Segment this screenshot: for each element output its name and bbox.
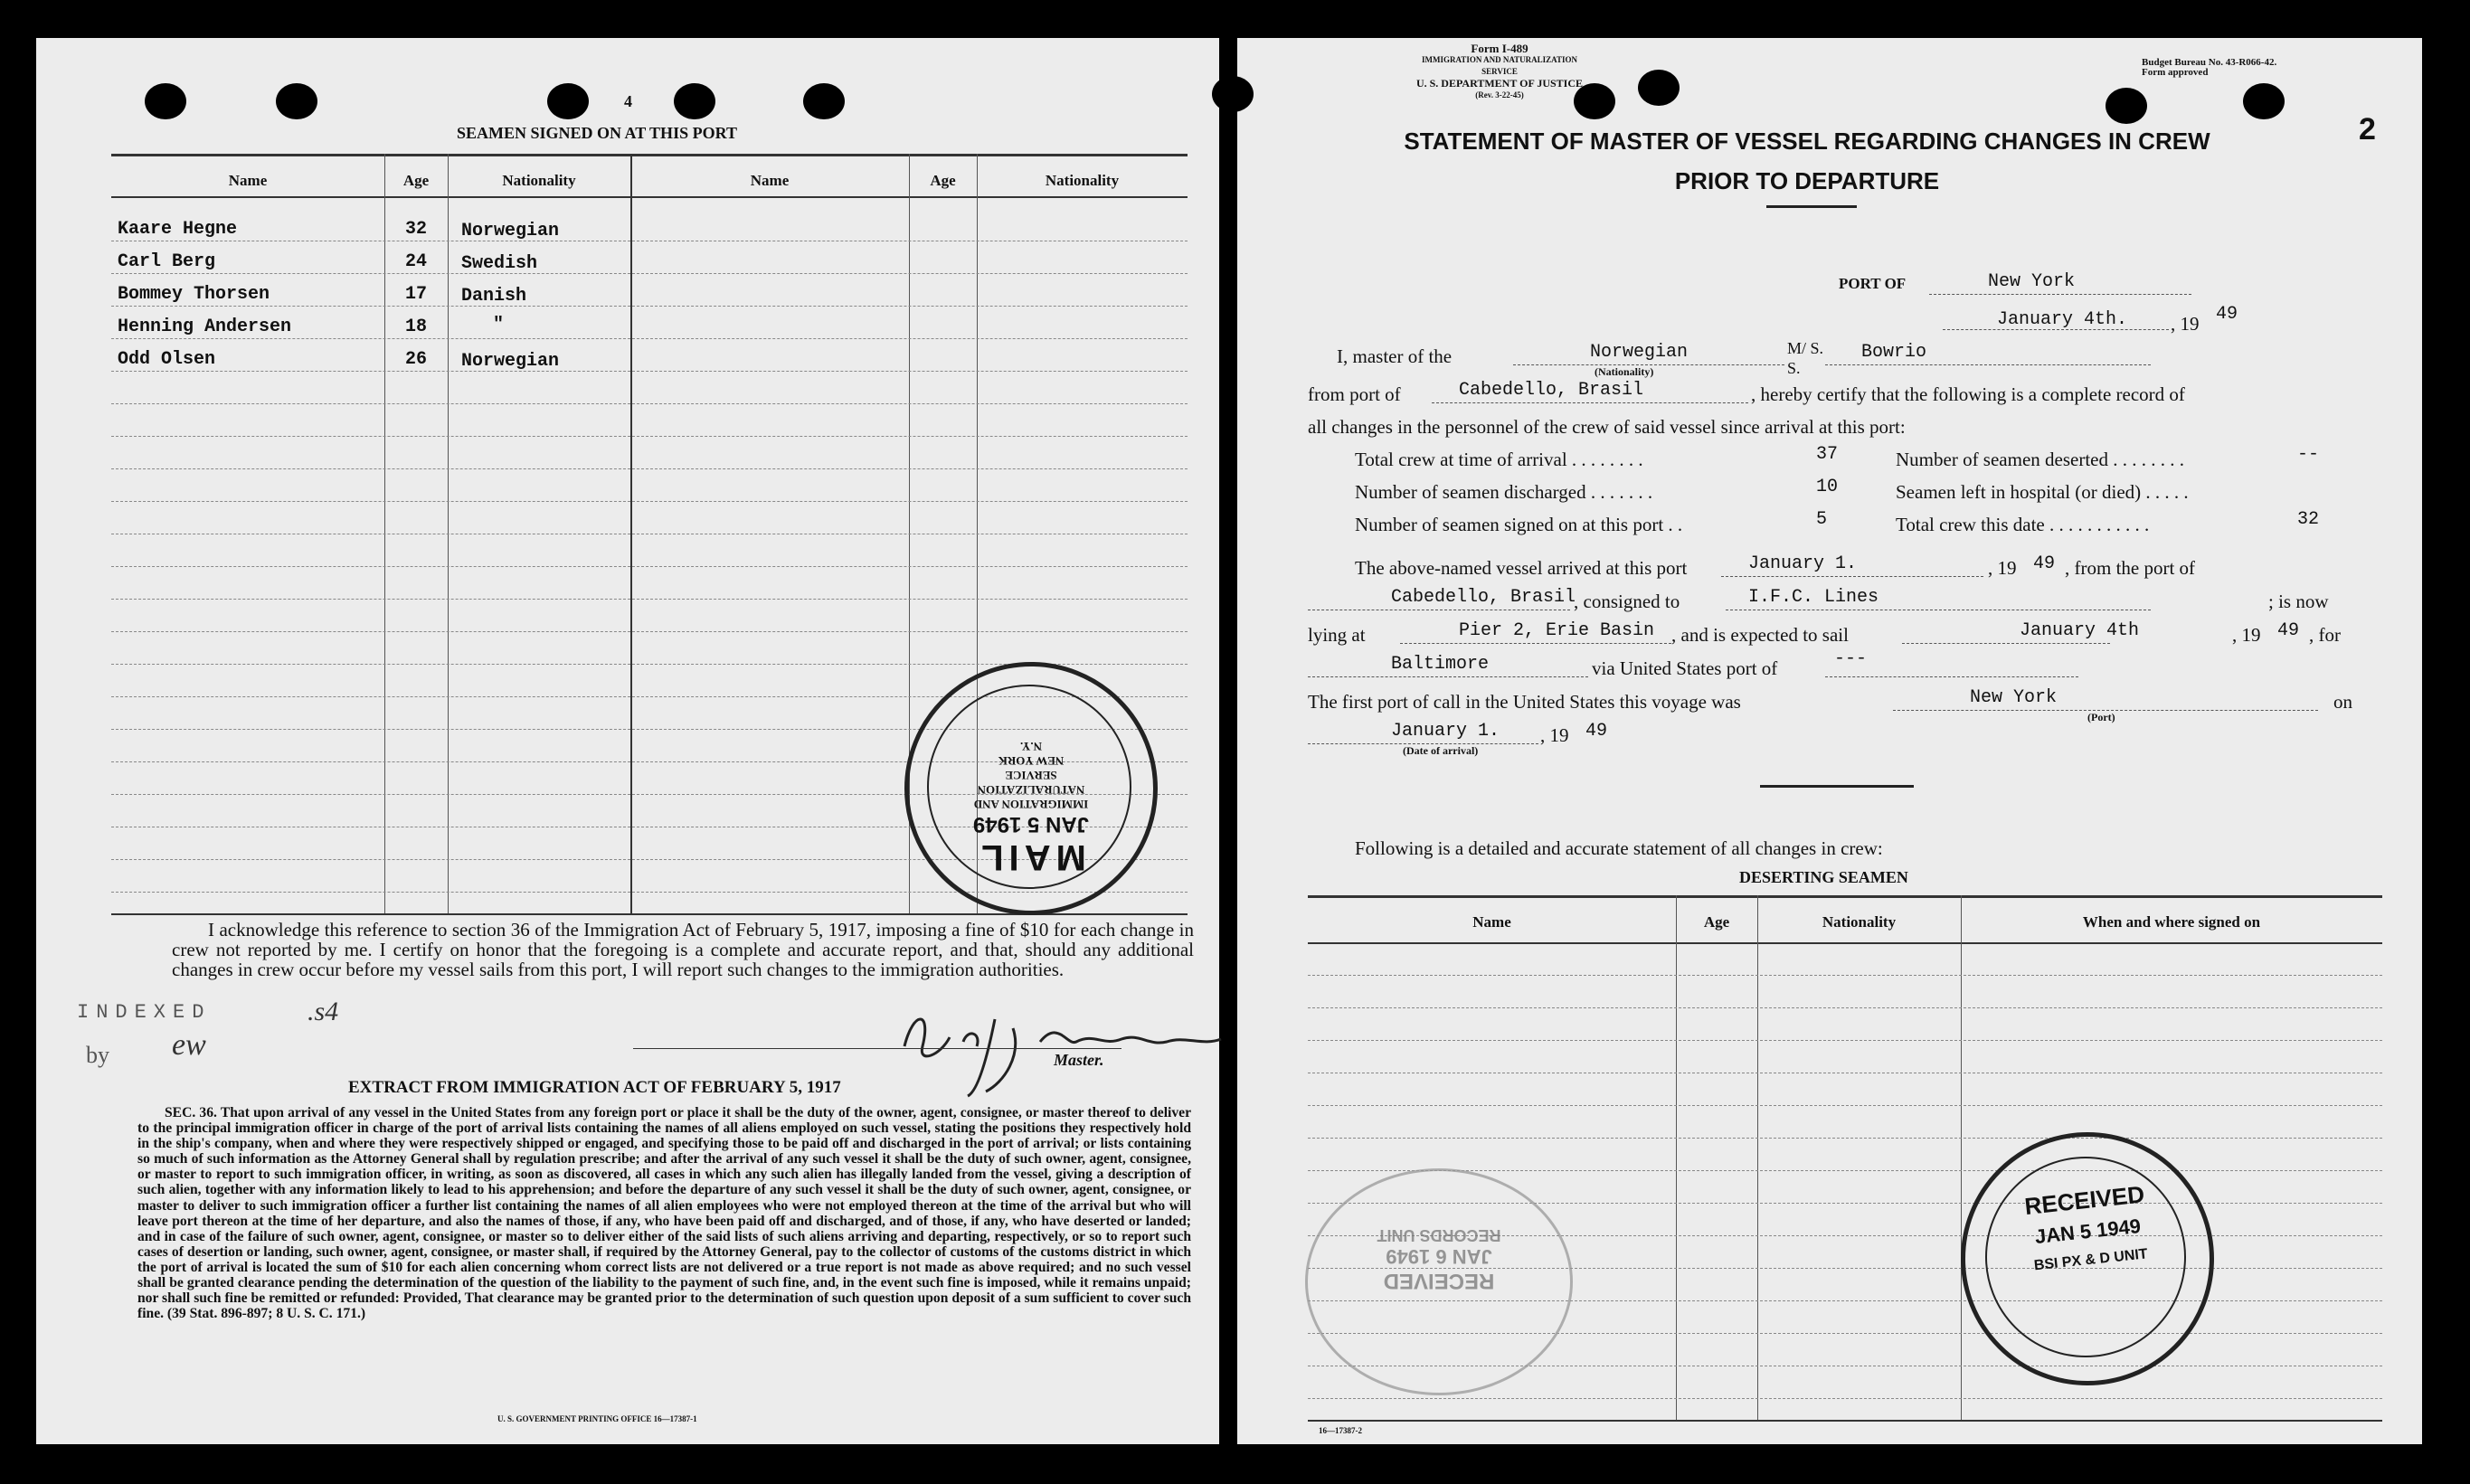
deserting-row-line [1308, 1007, 2382, 1008]
acknowledgement-text: I acknowledge this reference to section 36 of the Immigration Act of February 5, 1917, imposing a fine of $10 for each change in crew not reported by me. I certify on honor that the foregoing is a complete and accurate report, and that, should any additional changes in crew occur before my vessel sails from this port, I will report such changes to the immigration authorities. [172, 919, 1194, 980]
total-crew-arrival-value: 37 [1816, 444, 1839, 465]
mail-stamp-line: IMMIGRATION AND [973, 798, 1089, 811]
vessel-line [1825, 364, 2151, 365]
table-row-line [111, 599, 1188, 600]
col-header-age-2: Age [930, 172, 956, 189]
seaman-name: Bommey Thorsen [118, 284, 270, 305]
col-header-nationality-2: Nationality [1045, 172, 1120, 189]
deserting-col-age: Age [1703, 913, 1730, 931]
on-label: on [2333, 691, 2352, 713]
deserting-row-line [1308, 1398, 2382, 1399]
master-of-label: I, master of the [1337, 345, 1453, 367]
year-prefix: , 19 [2171, 313, 2200, 335]
table-header-rule [111, 196, 1188, 198]
deserting-col-nationality: Nationality [1822, 913, 1897, 931]
seaman-nationality: Norwegian [461, 221, 560, 241]
nationality-caption: (Nationality) [1595, 365, 1654, 378]
arrived-year-prefix: , 19 [1988, 557, 2017, 579]
records-stamp [1305, 1168, 1573, 1395]
records-stamp-unit: RECORDS UNIT [1377, 1226, 1501, 1244]
deserting-col-signed-on: When and where signed on [2082, 913, 2261, 931]
consigned-label: , consigned to [1574, 591, 1680, 612]
seaman-age: 32 [405, 219, 428, 240]
from-port-line [1432, 402, 1748, 403]
seaman-age: 24 [405, 251, 428, 272]
changes-text: all changes in the personnel of the crew of said vessel since arrival at this port: [1308, 416, 1906, 438]
seaman-name: Henning Andersen [118, 317, 292, 337]
destination-line [1308, 676, 1588, 677]
table-row-line [111, 338, 1188, 339]
punch-hole [803, 83, 845, 119]
gpo-line: U. S. GOVERNMENT PRINTING OFFICE 16—17387-1 [497, 1414, 697, 1423]
seaman-nationality: Danish [461, 286, 527, 307]
consigned-value: I.F.C. Lines [1748, 587, 1879, 608]
port-line [1929, 294, 2191, 295]
title-line2: PRIOR TO DEPARTURE [1674, 167, 1940, 194]
budget-line1: Budget Bureau No. 43-R066-42. [2142, 57, 2277, 68]
records-stamp-text [1335, 1225, 1543, 1293]
punch-hole [674, 83, 715, 119]
deserting-table-top [1308, 895, 2382, 898]
nationality-value: Norwegian [1590, 342, 1689, 363]
punch-hole [145, 83, 186, 119]
agency-line2: U. S. DEPARTMENT OF JUSTICE [1415, 77, 1584, 90]
is-now-label: ; is now [2268, 591, 2329, 612]
agency-line1: IMMIGRATION AND NATURALIZATION SERVICE [1421, 55, 1577, 76]
date-caption: (Date of arrival) [1403, 744, 1479, 757]
deserted-label: Number of seamen deserted . . . . . . . . [1896, 449, 2184, 470]
title-rule [1766, 205, 1857, 208]
mail-stamp [904, 662, 1158, 915]
page-number: 4 [624, 92, 632, 110]
port-label: PORT OF [1839, 275, 1907, 292]
table-row-line [111, 468, 1188, 469]
lying-at-label: lying at [1308, 624, 1366, 646]
from-port-value: Cabedello, Brasil [1459, 380, 1644, 401]
form-title [1382, 121, 2232, 201]
budget-line2: Form approved [2142, 67, 2209, 78]
deserting-title: DESERTING SEAMEN [1739, 868, 1908, 886]
section-title: SEAMEN SIGNED ON AT THIS PORT [457, 124, 737, 142]
by-initials: ew [172, 1028, 206, 1062]
via-value: --- [1834, 648, 1868, 669]
col-header-age: Age [402, 172, 430, 189]
mail-stamp-date: JAN 5 1949 [972, 812, 1090, 837]
seaman-age: 18 [405, 317, 428, 337]
punch-hole [1212, 76, 1254, 112]
master-signature [877, 992, 1239, 1101]
seaman-age: 26 [405, 349, 428, 370]
table-top-rule [111, 154, 1188, 156]
budget-block [2142, 58, 2276, 78]
seaman-name: Carl Berg [118, 251, 216, 272]
seaman-name: Kaare Hegne [118, 219, 238, 240]
first-port-value: New York [1970, 687, 2058, 708]
signed-on-label: Number of seamen signed on at this port . . [1355, 514, 1683, 535]
mail-stamp-text [927, 739, 1135, 877]
received-stamp-date: JAN 5 1949 [2033, 1214, 2143, 1249]
footer-code: 16—17387-2 [1319, 1426, 1362, 1435]
certify-text: , hereby certify that the following is a complete record of [1751, 383, 2185, 405]
seaman-nationality: Norwegian [461, 351, 560, 372]
sail-year-prefix: , 19 [2232, 624, 2261, 646]
sail-year: 49 [2277, 620, 2300, 641]
via-line [1825, 676, 2078, 677]
table-row-line [111, 436, 1188, 437]
table-row-line [111, 631, 1188, 632]
destination-value: Baltimore [1391, 654, 1490, 675]
deserting-row-line [1308, 975, 2382, 976]
table-row-line [111, 371, 1188, 372]
first-date-value: January 1. [1391, 721, 1500, 742]
seaman-age: 17 [405, 284, 428, 305]
deserting-row-line [1308, 1105, 2382, 1106]
total-crew-arrival-label: Total crew at time of arrival . . . . . . . . [1355, 449, 1643, 470]
right-page [1237, 38, 2422, 1444]
signature-line [633, 1048, 1121, 1049]
via-label: via United States port of [1592, 657, 1778, 679]
following-text: Following is a detailed and accurate statement of all changes in crew: [1355, 837, 1883, 859]
first-year-prefix: , 19 [1540, 724, 1569, 746]
date-line [1943, 329, 2169, 330]
first-year: 49 [1585, 721, 1608, 742]
form-number: Form I-489 [1471, 42, 1528, 55]
left-page [36, 38, 1219, 1444]
table-row-line [111, 566, 1188, 567]
punch-hole [547, 83, 589, 119]
for-label: , for [2309, 624, 2341, 646]
arrived-line [1721, 576, 1983, 577]
master-label: Master. [1054, 1051, 1104, 1069]
lying-at-value: Pier 2, Erie Basin [1459, 620, 1655, 641]
discharged-value: 10 [1816, 477, 1839, 497]
mail-stamp-mail: MAIL [976, 837, 1086, 877]
vessel-prefix: M/ S. S. [1787, 339, 1824, 377]
records-stamp-received: RECEIVED [1383, 1269, 1495, 1293]
discharged-label: Number of seamen discharged . . . . . . . [1355, 481, 1653, 503]
table-row-line [111, 273, 1188, 274]
deserting-col-divider [1676, 895, 1677, 1420]
from-the-port-label: , from the port of [2065, 557, 2196, 579]
records-stamp-date: JAN 6 1949 [1386, 1245, 1492, 1268]
mail-stamp-line: NEW YORK [998, 754, 1065, 768]
arrived-value: January 1. [1748, 553, 1858, 574]
punch-hole [2243, 83, 2285, 119]
received-stamp-received: RECEIVED [2023, 1180, 2146, 1221]
revision: (Rev. 3-22-45) [1475, 90, 1524, 99]
from-port-label: from port of [1308, 383, 1401, 405]
mail-stamp-line: SERVICE [1005, 769, 1057, 782]
total-crew-date-value: 32 [2297, 509, 2320, 530]
hospital-label: Seamen left in hospital (or died) . . . . . [1896, 481, 2189, 503]
arrived-year: 49 [2033, 553, 2056, 574]
deserted-value: -- [2297, 444, 2320, 465]
mail-stamp-line: N.Y. [1019, 740, 1043, 753]
page-number: 2 [2359, 112, 2376, 147]
table-row-line [111, 403, 1188, 404]
arrived-label: The above-named vessel arrived at this port [1355, 557, 1688, 579]
table-row-line [111, 306, 1188, 307]
received-stamp [1961, 1132, 2214, 1385]
total-crew-date-label: Total crew this date . . . . . . . . . . . [1896, 514, 2150, 535]
sail-date-line [1902, 643, 2110, 644]
expected-label: , and is expected to sail [1671, 624, 1849, 646]
deserting-col-divider [1757, 895, 1758, 1420]
title-line1: STATEMENT OF MASTER OF VESSEL REGARDING CHANGES IN CREW [1404, 128, 2210, 155]
section-rule [1760, 785, 1914, 788]
punch-hole [276, 83, 317, 119]
col-header-name: Name [228, 172, 268, 189]
form-header [1409, 43, 1590, 101]
year-value: 49 [2216, 304, 2238, 325]
seaman-name: Odd Olsen [118, 349, 216, 370]
deserting-table-bottom [1308, 1420, 2382, 1422]
signed-on-value: 5 [1816, 509, 1828, 530]
punch-hole [2106, 88, 2147, 124]
col-header-name-2: Name [750, 172, 790, 189]
deserting-row-line [1308, 1138, 2382, 1139]
indexed-stamp: INDEXED [77, 1001, 212, 1024]
punch-hole [1638, 70, 1680, 106]
received-stamp-unit: BSI PX & D UNIT [2033, 1246, 2149, 1274]
col-header-nationality: Nationality [502, 172, 576, 189]
extract-title: EXTRACT FROM IMMIGRATION ACT OF FEBRUARY 5, 1917 [348, 1078, 841, 1097]
vessel-value: Bowrio [1861, 342, 1927, 363]
lying-at-line [1400, 643, 1671, 644]
deserting-row-line [1308, 1040, 2382, 1041]
port-value: New York [1988, 271, 2076, 292]
seaman-nationality: " [493, 315, 505, 336]
deserting-col-name: Name [1472, 913, 1511, 931]
date-value: January 4th. [1997, 309, 2128, 330]
sail-date-value: January 4th [2020, 620, 2140, 641]
by-label: by [86, 1042, 109, 1068]
seaman-nationality: Swedish [461, 253, 538, 274]
table-row-line [111, 501, 1188, 502]
mail-stamp-line: NATURALIZATION [977, 783, 1085, 797]
first-port-label: The first port of call in the United States this voyage was [1308, 691, 1741, 713]
deserting-col-divider [1961, 895, 1962, 1420]
extract-text: SEC. 36. That upon arrival of any vessel in the United States from any foreign port or place it shall be the duty of the owner, agent, consignee, or master thereof to deliver to the principal immigration officer in charge of the port of arrival lists containing the names of all aliens employed on such vessel, stating the positions they respectively hold in the ship's company, when and where they were respectively shipped or engaged, and specifying those to be paid off and discharged in the port of arrival; or lists containing so much of such information as the Attorney General shall by regulation prescribe; and after the arrival of any such vessel it shall be the duty of such owner, agent, consignee, or master to report to such immigration officer, in writing, as soon as discovered, all cases in which any such alien has illegally landed from the vessel, giving a description of such alien, together with any information likely to lead to his apprehension; and before the departure of any such vessel it shall be the duty of such owner, agent, consignee, or master to deliver to such immigration officer a further list containing the names of all alien employees who were not employed thereon at the time of the arrival but who will leave port thereon at the time of her departure, and also the names of those, if any, who have been paid off and discharged, and of those, if any, who have deserted or landed; and in case of the failure of such owner, agent, consignee, or master so to deliver either of the said lists of such aliens arriving and departing, respectively, or so to report such cases of desertion or landing, such owner, agent, consignee, or master shall, if required by the Attorney General, pay to the collector of customs of the customs district in which the port of arrival is located the sum of $10 for each alien concerning whom correct lists are not delivered or a true report is not made as above required; and no such vessel shall be granted clearance pending the determination of the question of the liability to the payment of such fine, and, in the event such fine is imposed, while it remains unpaid; nor shall such fine be remitted or refunded: Provided, That clearance may be granted prior to the determination of such question upon deposit of a sum sufficient to cover such fine. (39 Stat. 896-897; 8 U. S. C. 171.) [137, 1105, 1191, 1322]
arrived-from-value: Cabedello, Brasil [1391, 587, 1576, 608]
deserting-table-header-rule [1308, 942, 2382, 944]
port-caption: (Port) [2087, 711, 2115, 723]
indexed-initials: .s4 [308, 997, 339, 1026]
